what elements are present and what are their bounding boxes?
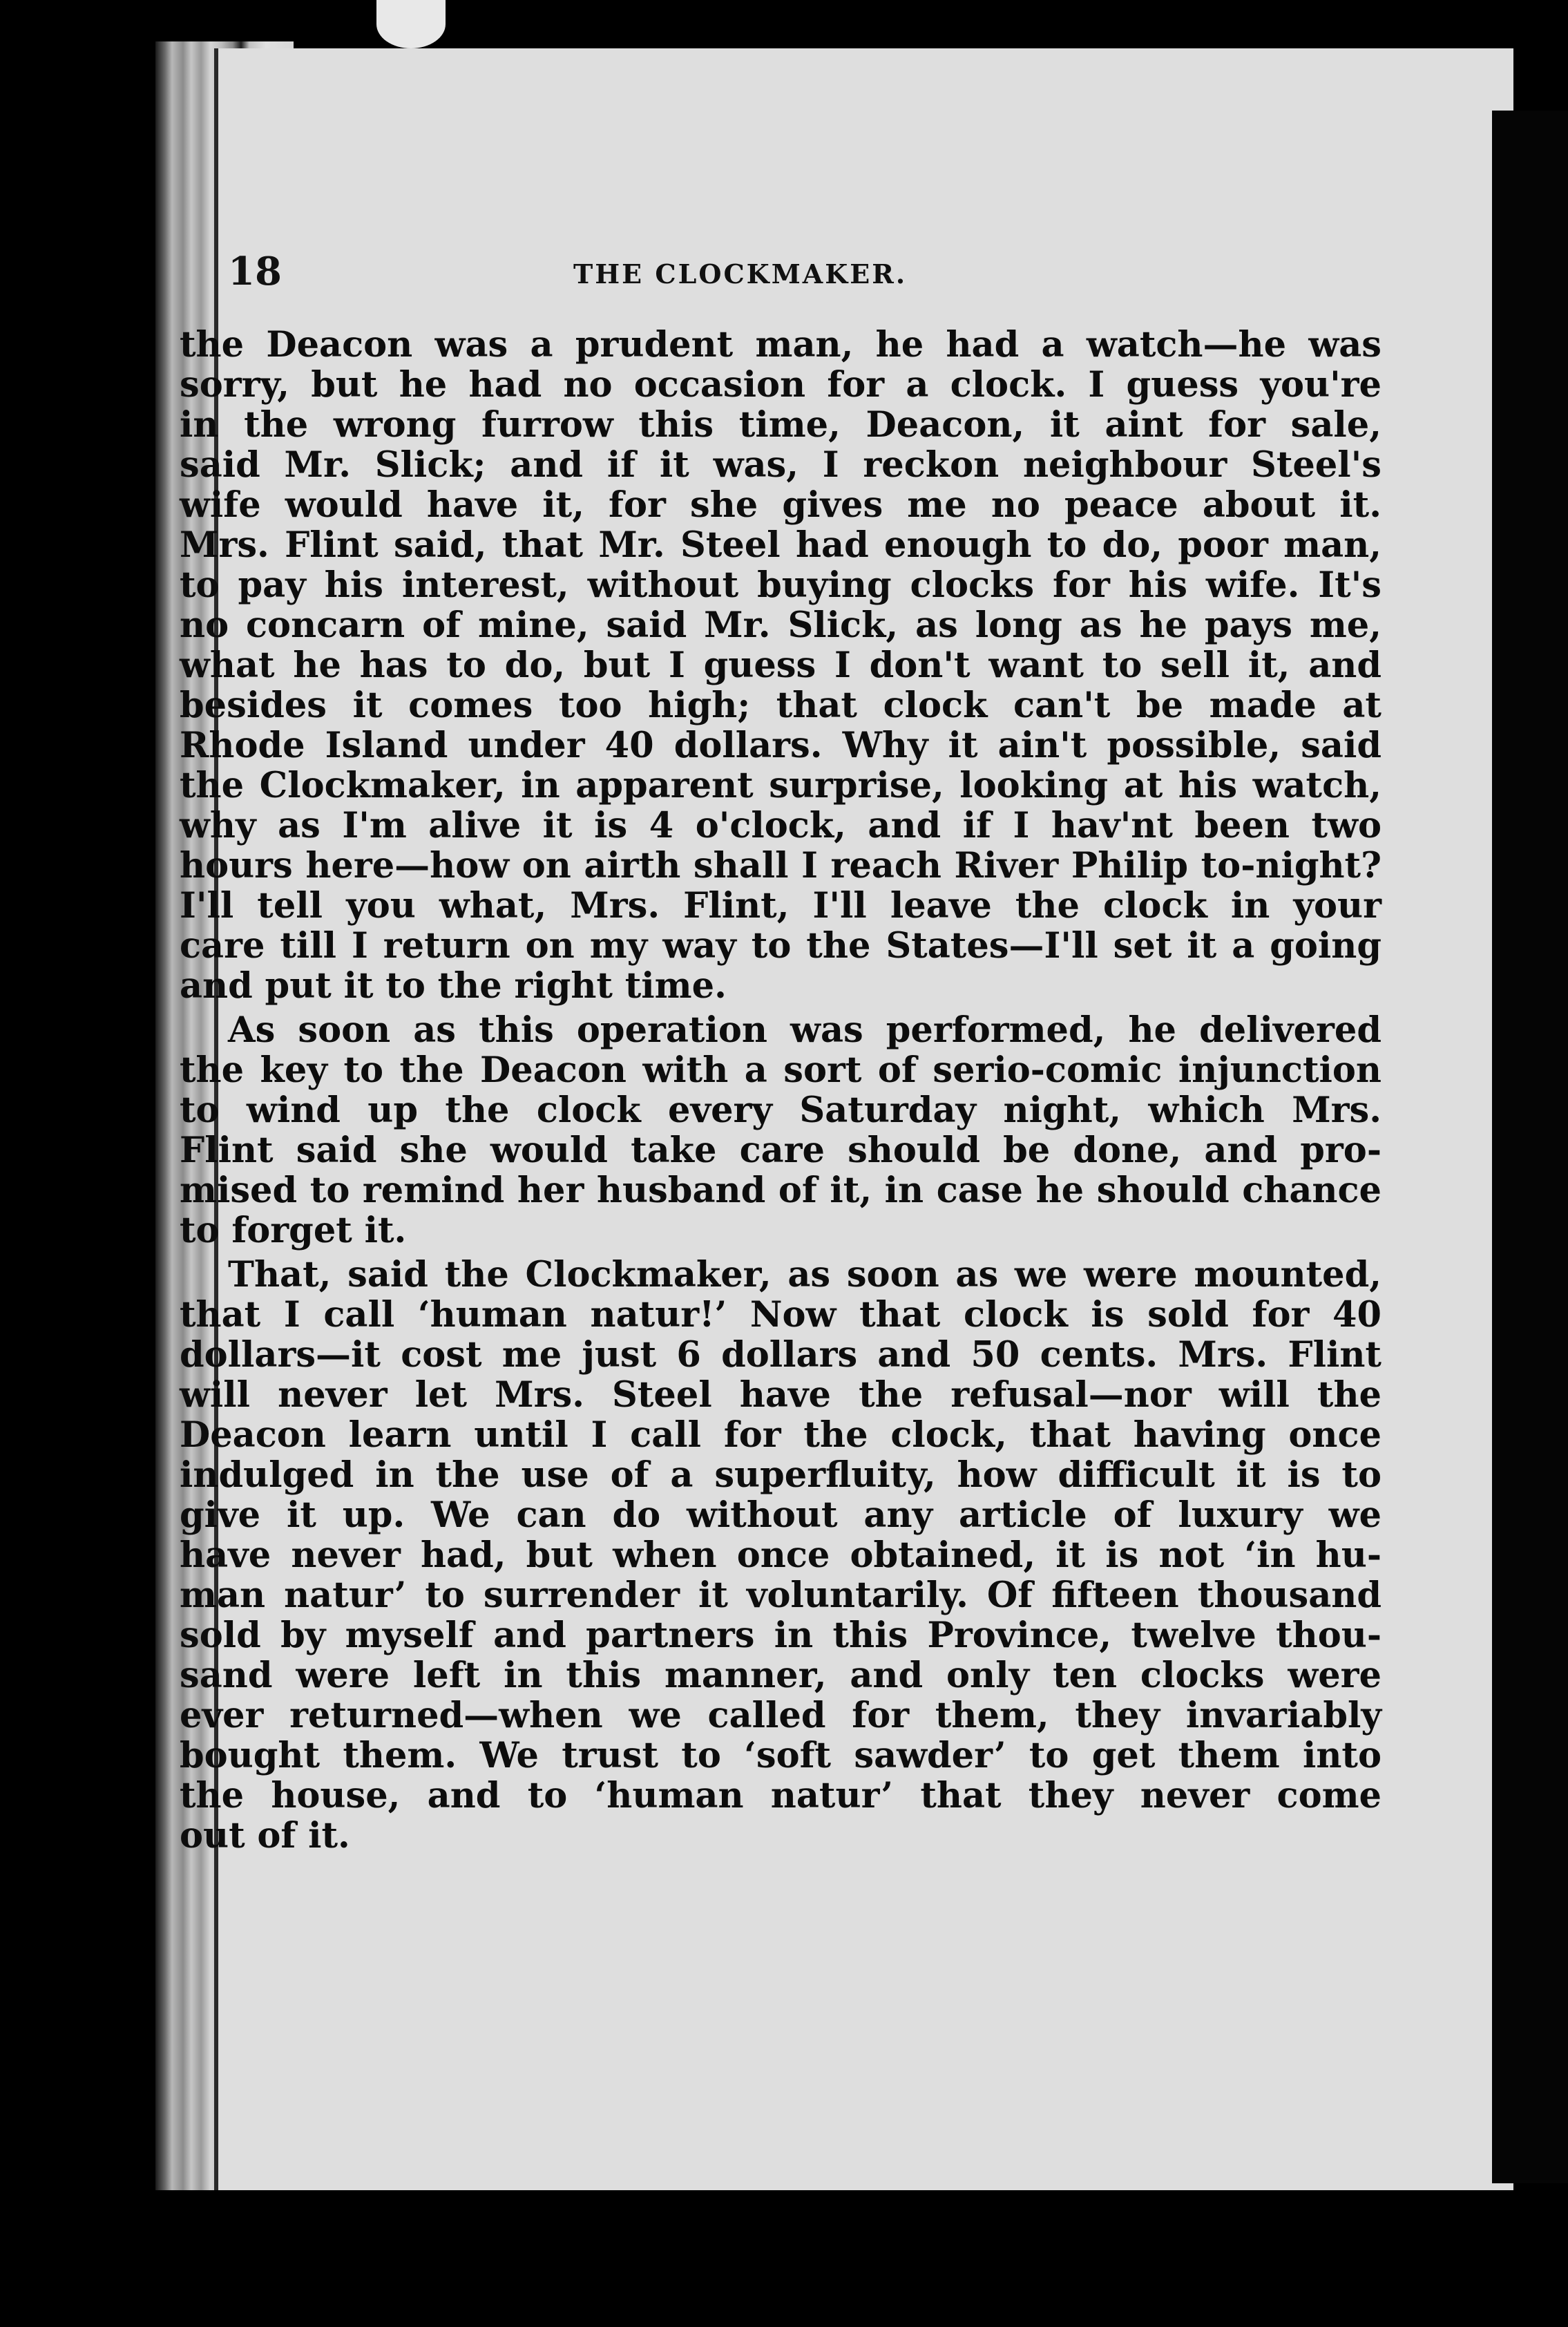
text-line: said Mr. Slick; and if it was, I reckon neighbour Steel's: [180, 444, 1381, 486]
scan-shadow: [1492, 111, 1568, 2183]
text-line: that I call ‘human natur!’ Now that clock is sold for 40: [180, 1294, 1381, 1336]
text-line: hours here—how on airth shall I reach River Philip to-night?: [180, 845, 1381, 886]
text-line: I'll tell you what, Mrs. Flint, I'll leave the clock in your: [180, 885, 1381, 927]
running-head: THE CLOCKMAKER.: [573, 258, 908, 289]
text-line: out of it.: [180, 1815, 350, 1856]
text-line: ever returned—when we called for them, they invariably: [180, 1695, 1381, 1736]
text-line: to pay his interest, without buying clocks for his wife. It's: [180, 564, 1381, 606]
text-line: care till I return on my way to the States—I'll set it a going: [180, 925, 1381, 967]
text-line: Rhode Island under 40 dollars. Why it ain't possible, said: [180, 725, 1381, 766]
text-line: in the wrong furrow this time, Deacon, it aint for sale,: [180, 404, 1381, 446]
paragraph: [180, 1255, 1381, 1856]
text-line: why as I'm alive it is 4 o'clock, and if I hav'nt been two: [180, 805, 1381, 846]
body-text: [180, 325, 1381, 1856]
text-line: will never let Mrs. Steel have the refusal—nor will the: [180, 1374, 1381, 1416]
text-line: As soon as this operation was performed, he delivered: [228, 1009, 1381, 1051]
text-line: have never had, but when once obtained, it is not ‘in hu-: [180, 1535, 1381, 1576]
text-line: Deacon learn until I call for the clock, that having once: [180, 1414, 1381, 1456]
text-line: indulged in the use of a superfluity, how difficult it is to: [180, 1454, 1381, 1496]
text-line: Mrs. Flint said, that Mr. Steel had enough to do, poor man,: [180, 524, 1381, 566]
text-line: the key to the Deacon with a sort of serio-comic injunction: [180, 1049, 1381, 1091]
text-line: no concarn of mine, said Mr. Slick, as long as he pays me,: [180, 605, 1381, 646]
text-line: the Deacon was a prudent man, he had a watch—he was: [180, 324, 1381, 365]
page-number: 18: [228, 249, 282, 294]
text-line: dollars—it cost me just 6 dollars and 50 cents. Mrs. Flint: [180, 1334, 1381, 1376]
text-line: mised to remind her husband of it, in case he should chance: [180, 1170, 1381, 1211]
text-line: to wind up the clock every Saturday night, which Mrs.: [180, 1090, 1381, 1131]
page-header: [228, 249, 1195, 297]
text-line: man natur’ to surrender it voluntarily. Of fifteen thousand: [180, 1575, 1381, 1616]
text-line: sand were left in this manner, and only ten clocks were: [180, 1655, 1381, 1696]
text-line: wife would have it, for she gives me no peace about it.: [180, 484, 1381, 526]
text-line: the Clockmaker, in apparent surprise, looking at his watch,: [180, 765, 1381, 806]
text-line: bought them. We trust to ‘soft sawder’ to get them into: [180, 1735, 1381, 1776]
text-line: besides it comes too high; that clock can't be made at: [180, 685, 1381, 726]
text-line: and put it to the right time.: [180, 965, 727, 1007]
text-line: sold by myself and partners in this Province, twelve thou-: [180, 1615, 1381, 1656]
text-line: That, said the Clockmaker, as soon as we were mounted,: [228, 1254, 1381, 1295]
paragraph: [180, 1010, 1381, 1251]
paragraph: [180, 325, 1381, 1006]
text-line: what he has to do, but I guess I don't want to sell it, and: [180, 645, 1381, 686]
text-line: Flint said she would take care should be done, and pro-: [180, 1130, 1381, 1171]
text-line: give it up. We can do without any article of luxury we: [180, 1494, 1381, 1536]
text-line: to forget it.: [180, 1210, 407, 1251]
text-line: the house, and to ‘human natur’ that they never come: [180, 1775, 1381, 1816]
text-line: sorry, but he had no occasion for a clock. I guess you're: [180, 364, 1381, 406]
scan-speck: [376, 0, 446, 48]
